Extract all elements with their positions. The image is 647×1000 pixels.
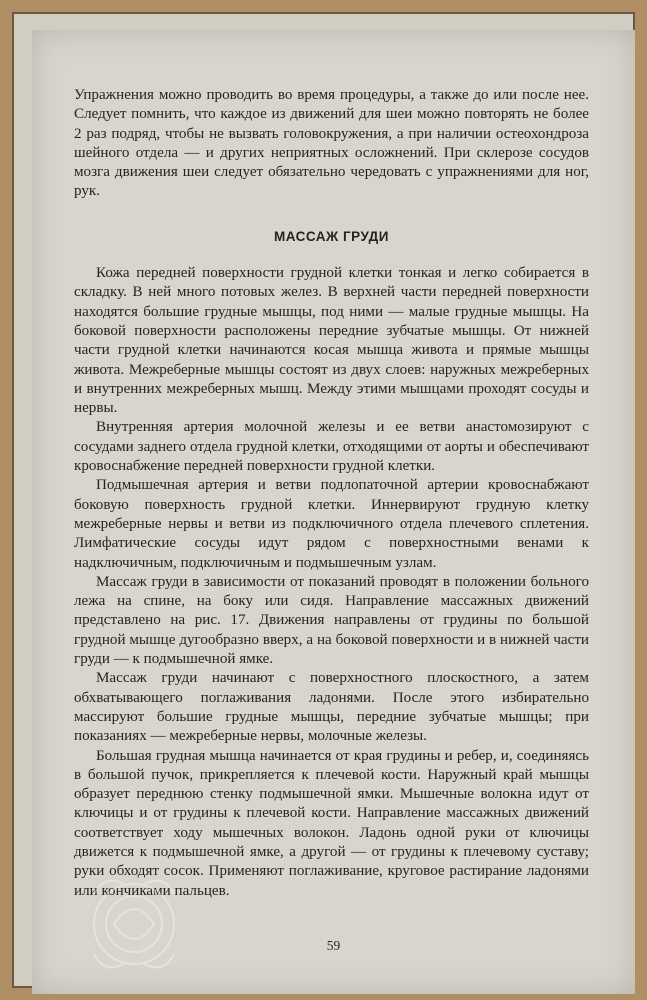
- page-number: 59: [326, 938, 341, 953]
- paragraph-3: Подмышечная артерия и ветви подлопаточной артерии кровоснабжают боковую поверхность грудной клетки. Иннервируют грудную клетку межреберные нервы и ветви из подключичного отдела плечевого сплетения. Лимфатические сосуды идут рядом с поверхностными венами к надключичным, подключичным и подмышечным узлам.: [74, 477, 589, 571]
- paragraph-5: Массаж груди начинают с поверхностного плоскостного, а затем обхватывающего поглаживания ладонями. После этого избирательно массируют большие грудные мышцы, передние зубчатые мышцы; при показаниях — межреберные нервы, молочные железы.: [74, 670, 589, 745]
- paragraph-4: Массаж груди в зависимости от показаний проводят в положении больного лежа на спине, на боку или сидя. Направление массажных движений представлено на рис. 17. Движения направлены от грудины по большой грудной мышце дугообразно вверх, а на боковой поверхности и в нижней части груди — к подмышечной ямке.: [74, 573, 589, 668]
- paragraph-6: Большая грудная мышца начинается от края грудины и ребер, и, соединяясь в большой пучок, прикрепляется к плечевой кости. Наружный край мышцы образует переднюю стенку подмышечной ямки. Мышечные волокна идут от ключицы и от грудины к плечевой кости. Направление массажных движений соответствует ходу мышечных волокон. Ладонь одной руки от ключицы движется к подмышечной ямке, а другой — от грудины к плечевому суставу; руки обходят сосок. Применяют поглаживание, круговое растирание ладонями или кончиками пальцев.: [74, 747, 589, 899]
- photo-frame: [12, 12, 635, 988]
- paragraph-1: Кожа передней поверхности грудной клетки тонкая и легко собирается в складку. В ней много потовых желез. В верхней части передней поверхности находятся большие грудные мышцы, под ними — малые грудные мышцы. На боковой поверхности расположены передние зубчатые мышцы. От нижней части грудной клетки начинаются косая мышца живота и прямые мышцы живота. Межреберные мышцы состоят из двух слоев: наружных межреберных и внутренних межреберных мышц. Между этими мышцами проходят сосуды и нервы.: [74, 265, 589, 417]
- watermark-seal-icon: [74, 854, 224, 994]
- page-text: [74, 86, 589, 901]
- book-page: [32, 30, 635, 994]
- paragraph-2: Внутренняя артерия молочной железы и ее ветви анастомозируют с сосудами заднего отдела грудной клетки, отходящими от аорты и обеспечивают кровоснабжение передней поверхности грудной клетки.: [74, 419, 589, 475]
- section-heading: МАССАЖ ГРУДИ: [273, 228, 390, 244]
- intro-paragraph: Упражнения можно проводить во время процедуры, а также до или после нее. Следует помнить, что каждое из движений для шеи можно повторять не более 2 раз подряд, чтобы не вызвать головокружения, а при наличии остеохондроза шейного отдела — и других неприятных осложнений. При склерозе сосудов мозга движения шеи следует обязательно чередовать с упражнениями для ног, рук.: [74, 87, 589, 200]
